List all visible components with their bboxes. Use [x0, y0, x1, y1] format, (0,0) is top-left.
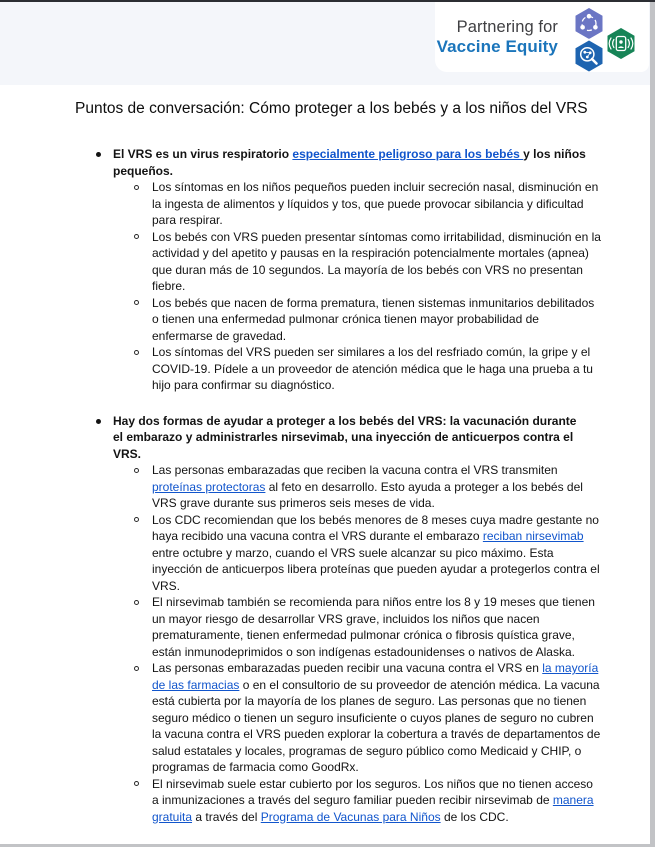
sub-bullet-item	[152, 776, 601, 826]
sub-bullet-item	[152, 229, 601, 295]
text-link[interactable]: especialmente peligroso para los bebés	[292, 147, 524, 161]
text-run: El VRS es un virus respiratorio	[113, 147, 293, 161]
text-run: al feto en desarrollo. Esto ayuda a proteger a los bebés del VRS grave durante sus primeros seis meses de vida.	[152, 479, 583, 510]
sub-bullet-item	[152, 660, 601, 776]
logo-card	[435, 2, 649, 72]
text-link[interactable]: Programa de Vacunas para Niños	[260, 809, 441, 824]
network-cycle-icon	[575, 7, 604, 40]
text-link[interactable]: reciban nirsevimab	[482, 529, 584, 543]
page-top-edge	[0, 0, 655, 2]
logo-tagline	[437, 18, 558, 56]
text-run: o en el consultorio de su proveedor de atención médica. La vacuna está cubierta por la mayoría de los planes de seguro. Las personas que no tienen seguro médico o tienen un seguro insuficiente o cuyos planes de seguro no cubren la vacuna contra el VRS pueden explorar la cobertura a través de departamentos de salud estatales y locales, programas de seguro público como Medicaid y CHIP, o programas de farmacia como GoodRx.	[152, 677, 601, 774]
text-run: entre octubre y marzo, cuando el VRS suele alcanzar su pico máximo. Esta inyección de anticuerpos libera proteínas que pueden ayudar a protegerlos contra el VRS.	[152, 545, 600, 593]
sub-bullet-item	[152, 179, 601, 229]
bullet-item	[113, 146, 589, 179]
text-run: Los síntomas del VRS pueden ser similares a los del resfriado común, la gripe y el COVID-19. Pídele a un proveedor de atención médica que le haga una prueba a tu hijo para confirmar su diagnóstico.	[152, 345, 593, 392]
tagline-line1: Partnering for	[456, 18, 558, 36]
bullet-item	[113, 413, 589, 463]
text-run: Los síntomas en los niños pequeños pueden incluir secreción nasal, disminución en la ingesta de alimentos y líquidos y tos, que puede provocar sibilancia y dificultad para respirar.	[152, 180, 599, 227]
mobile-outreach-icon	[607, 27, 636, 60]
sub-bullet-item	[152, 462, 601, 512]
text-run: El nirsevimab también se recomienda para niños entre los 8 y 19 meses que tienen un mayor riesgo de desarrollar VRS grave, incluidos los niños que nacen prematuramente, tienen enfermedad pulmonar crónica o fibrosis quística grave, están inmunodeprimidos o son indígenas estadounidenses o nativos de Alaska.	[152, 595, 595, 659]
bullet-list	[0, 146, 655, 825]
text-link[interactable]: la mayoría de las farmacias	[152, 661, 599, 692]
sub-bullet-item	[152, 344, 601, 394]
text-run: Los CDC recomiendan que los bebés menores de 8 meses cuya madre gestante no haya recibido una vacuna contra el VRS durante el embarazo	[152, 512, 599, 543]
text-run: a través del	[192, 809, 261, 824]
text-run: El nirsevimab suele estar cubierto por los seguros. Los niños que no tienen acceso a inmunizaciones a través del seguro familiar pueden recibir nirsevimab de	[152, 776, 593, 807]
text-link[interactable]: manera gratuita	[152, 793, 594, 824]
text-run: Los bebés con VRS pueden presentar síntomas como irritabilidad, disminución en la actividad y del apetito y pausas en la respiración potencialmente mortales (apnea) que duran más de 10 segundos. La mayoría de los bebés con VRS no presentan fiebre.	[152, 229, 601, 293]
text-run: Los bebés que nacen de forma prematura, tienen sistemas inmunitarios debilitados o tienen una enfermedad pulmonar crónica tienen mayor probabilidad de enfermarse de gravedad.	[152, 295, 595, 343]
logo-hexagons	[565, 2, 646, 72]
brand-name: Vaccine Equity	[436, 37, 558, 56]
bullet-group	[0, 413, 655, 826]
bullet-group	[0, 146, 655, 394]
sub-bullet-item	[152, 512, 601, 595]
text-run: Hay dos formas de ayudar a proteger a los bebés del VRS: la vacunación durante el embarazo y administrarles nirsevimab, una inyección de anticuerpos contra el VRS.	[113, 413, 577, 461]
text-run: de los CDC.	[440, 809, 509, 824]
text-run: Las personas embarazadas que reciben la vacuna contra el VRS transmiten	[152, 463, 558, 477]
text-run: y los niños pequeños.	[113, 147, 586, 178]
page-right-edge	[650, 0, 655, 847]
sub-bullet-item	[152, 594, 601, 660]
sub-bullet-item	[152, 295, 601, 345]
molecule-search-icon	[575, 40, 604, 73]
text-link[interactable]: proteínas protectoras	[152, 479, 266, 494]
text-run: Las personas embarazadas pueden recibir una vacuna contra el VRS en	[152, 661, 543, 675]
page-title: Puntos de conversación: Cómo proteger a los bebés y a los niños del VRS	[75, 100, 588, 117]
